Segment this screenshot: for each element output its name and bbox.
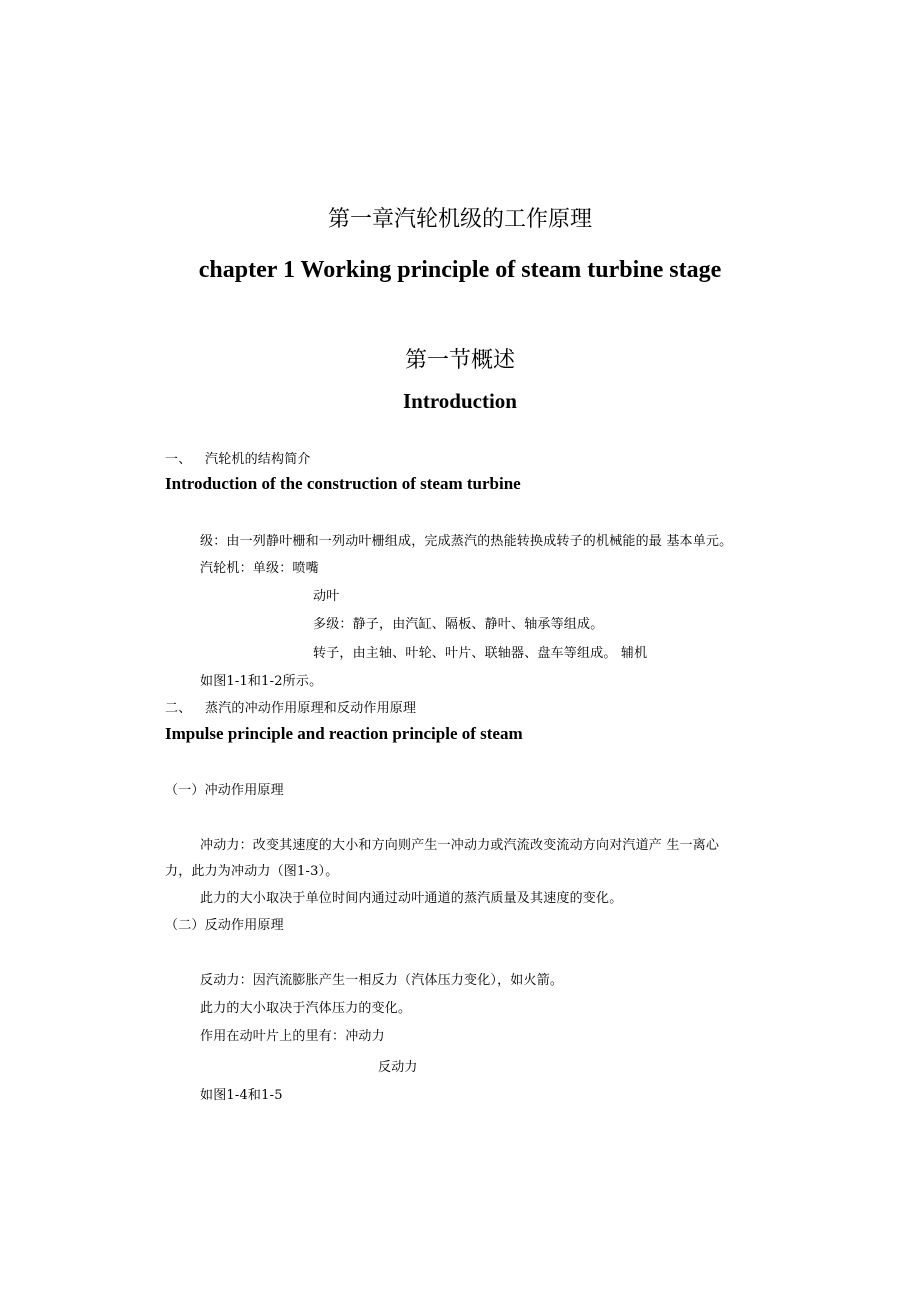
multistage-stator: 多级：静子，由汽缸、隔板、静叶、轴承等组成。 — [313, 617, 604, 632]
section-title-cn: 第一节概述 — [404, 348, 515, 373]
chapter-title-en: chapter 1 Working principle of steam turbine stage — [198, 257, 722, 283]
impulse-subheading: （一）冲动作用原理 — [165, 783, 284, 798]
part1-heading-en: Introduction of the construction of steam turbine — [165, 474, 521, 493]
reaction-line-1: 反动力：因汽流膨胀产生一相反力（汽体压力变化），如火箭。 — [200, 973, 564, 988]
forces-on-blade: 作用在动叶片上的里有：冲动力 — [200, 1029, 385, 1044]
part1-number: 一、 — [165, 452, 192, 467]
part1-heading-cn-text: 汽轮机的结构简介 — [205, 452, 311, 467]
part2-heading-en: Impulse principle and reaction principle of steam — [165, 724, 523, 743]
reaction-subheading: （二）反动作用原理 — [165, 918, 284, 933]
part2-heading-cn — [165, 697, 416, 716]
impulse-line-1: 冲动力：改变其速度的大小和方向则产生一冲动力或汽流改变流动方向对汽道产 生一离心 — [200, 838, 720, 853]
turbine-single-stage: 汽轮机：单级：喷嘴 — [200, 561, 319, 576]
reaction-line-2: 此力的大小取决于汽体压力的变化。 — [200, 1001, 412, 1016]
impulse-line-3: 此力的大小取决于单位时间内通过动叶通道的蒸汽质量及其速度的变化。 — [200, 891, 623, 906]
impulse-line-2: 力，此力为冲动力（图1-3）。 — [165, 864, 339, 879]
part1-heading-cn — [165, 448, 311, 467]
reaction-force: 反动力 — [378, 1060, 418, 1075]
part2-number: 二、 — [165, 701, 192, 716]
stage-definition: 级：由一列静叶栅和一列动叶栅组成，完成蒸汽的热能转换成转子的机械能的最 基本单元。 — [200, 534, 733, 549]
section-title-en: Introduction — [403, 389, 517, 413]
part2-figure-ref: 如图1-4和1-5 — [200, 1088, 283, 1103]
part1-figure-ref: 如图1-1和1-2所示。 — [200, 674, 323, 689]
rotor-line: 转子，由主轴、叶轮、叶片、联轴器、盘车等组成。 辅机 — [313, 646, 648, 661]
moving-blade: 动叶 — [313, 589, 340, 604]
part2-heading-cn-text: 蒸汽的冲动作用原理和反动作用原理 — [205, 701, 417, 716]
chapter-title-cn: 第一章汽轮机级的工作原理 — [327, 207, 592, 232]
